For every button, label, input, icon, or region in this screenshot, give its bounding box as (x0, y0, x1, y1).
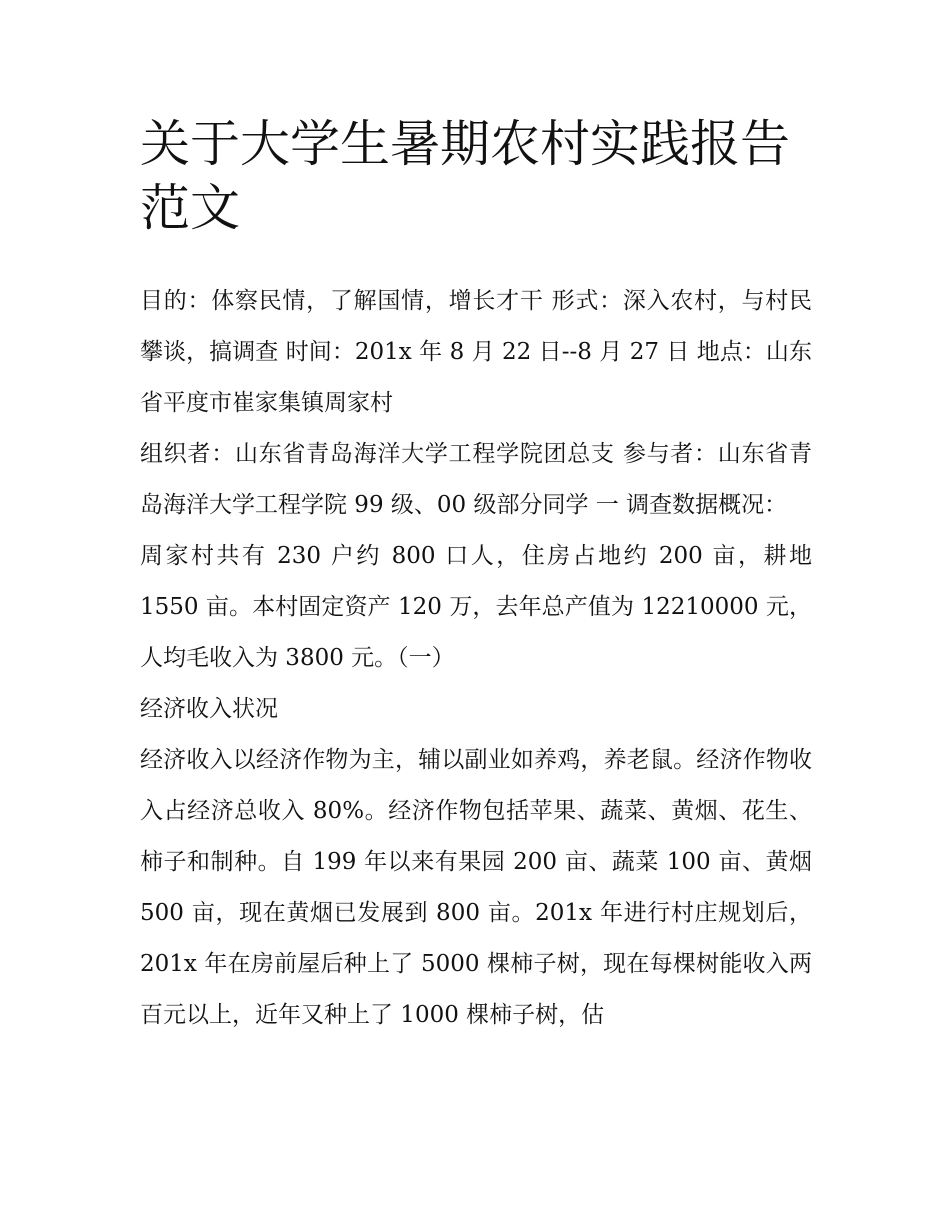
paragraph-economic-income: 经济收入以经济作物为主，辅以副业如养鸡，养老鼠。经济作物收入占经济总收入 80%。经济作物包括苹果、蔬菜、黄烟、花生、柿子和制种。自 199 年以来有果园 200 亩、蔬菜 100 亩、黄烟 500 亩，现在黄烟已发展到 800 亩。201x 年进行村庄规划后，201x 年在房前屋后种上了 5000 棵柿子树，现在每棵树能收入两百元以上，近年又种上了 1000 棵柿子树，估 (140, 747, 812, 1028)
document-body (140, 276, 812, 1041)
document-title: 关于大学生暑期农村实践报告范文 (140, 115, 790, 237)
paragraph-organizer: 组织者：山东省青岛海洋大学工程学院团总支 参与者：山东省青岛海洋大学工程学院 99 级、00 级部分同学 一 调查数据概况： (140, 441, 812, 518)
section-heading-economic-income: 经济收入状况 (140, 696, 278, 722)
paragraph-purpose: 目的：体察民情，了解国情，增长才干 形式：深入农村，与村民攀谈，搞调查 时间：201x 年 8 月 22 日--8 月 27 日 地点：山东省平度市崔家集镇周家村 (140, 288, 812, 416)
paragraph-village-overview: 周家村共有 230 户约 800 口人，住房占地约 200 亩，耕地 1550 亩。本村固定资产 120 万，去年总产值为 12210000 元，人均毛收入为 3800 元。（一） (140, 543, 812, 671)
